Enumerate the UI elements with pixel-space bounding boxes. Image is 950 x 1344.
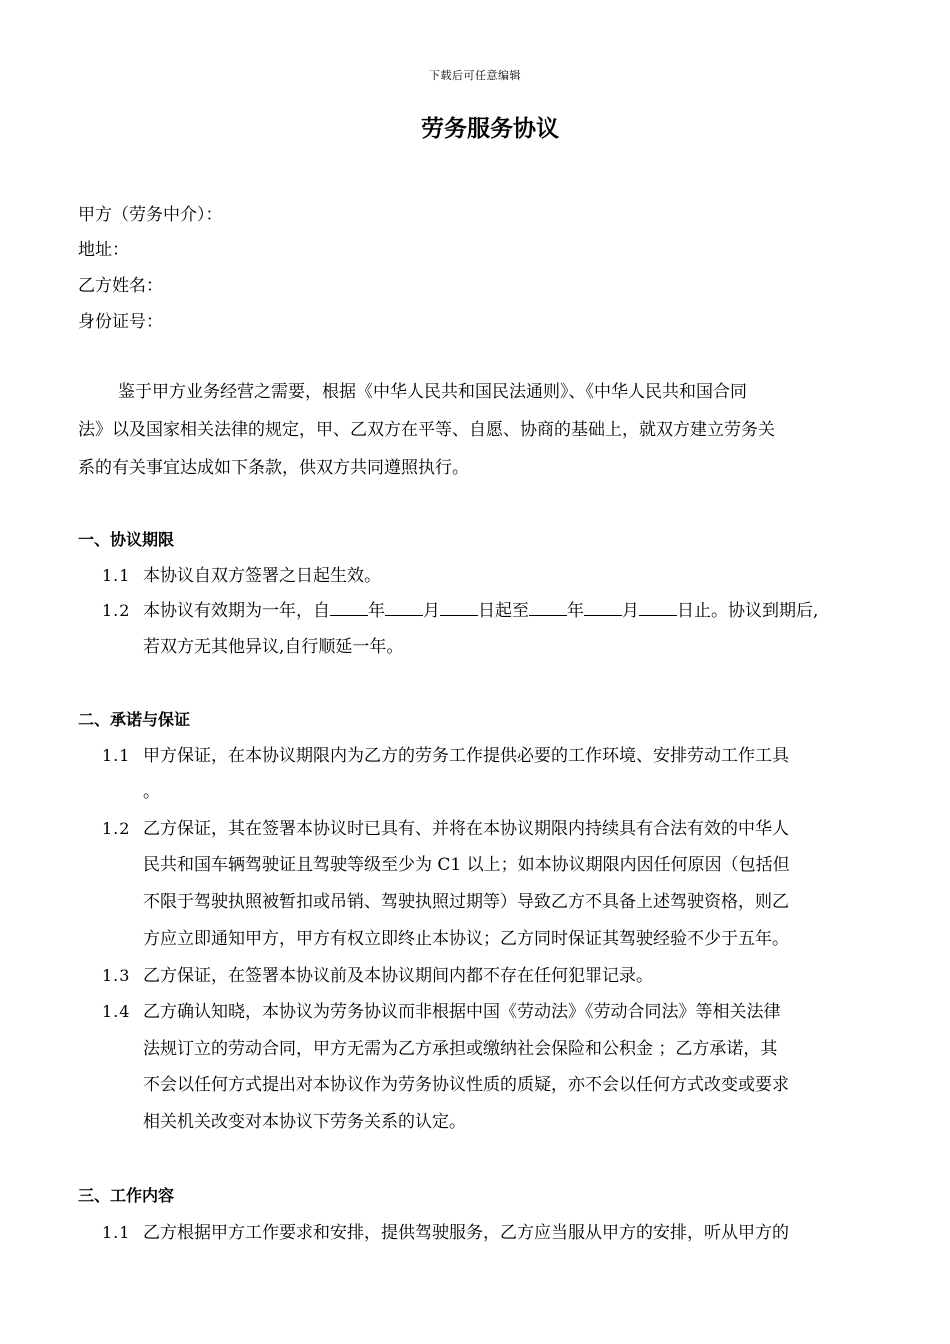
clause-text: 本协议自双方签署之日起生效。 <box>143 566 381 586</box>
clause-text: 法规订立的劳动合同，甲方无需为乙方承担或缴纳社会保险和公积金 ；乙方承诺，其 <box>143 1039 778 1059</box>
preamble-line-1: 鉴于甲方业务经营之需要，根据《中华人民共和国民法通则》、《中华人民共和国合同 <box>118 382 747 402</box>
clause-segment: 年 <box>368 601 385 621</box>
blank-year[interactable] <box>529 599 567 616</box>
blank-day[interactable] <box>440 599 478 616</box>
clause-segment: 日起至 <box>478 601 529 621</box>
clause-text: 不限于驾驶执照被暂扣或吊销、驾驶执照过期等）导致乙方不具备上述驾驶资格，则乙 <box>143 892 789 912</box>
clause-segment: 本协议有效期为一年，自 <box>143 601 330 621</box>
clause-segment: 日止。协议到期后, <box>677 601 819 621</box>
blank-month[interactable] <box>584 599 622 616</box>
blank-year[interactable] <box>330 599 368 616</box>
clause-number: 1.2 <box>102 819 131 838</box>
header-note: 下载后可任意编辑 <box>429 69 521 82</box>
section-1-heading: 一、协议期限 <box>78 530 175 549</box>
section-2-heading: 二、承诺与保证 <box>78 710 191 729</box>
clause-text: 相关机关改变对本协议下劳务关系的认定。 <box>143 1112 466 1132</box>
party-a-field: 甲方（劳务中介）： <box>78 205 223 225</box>
clause-number: 1.1 <box>102 566 131 585</box>
clause-text: 乙方确认知晓，本协议为劳务协议而非根据中国《劳动法》《劳动合同法》等相关法律 <box>143 1002 781 1022</box>
id-number-field: 身份证号： <box>78 312 163 332</box>
clause-segment: 月 <box>622 601 639 621</box>
party-b-name-field: 乙方姓名： <box>78 276 163 296</box>
clause-segment: 月 <box>423 601 440 621</box>
preamble-line-2: 法》以及国家相关法律的规定，甲、乙双方在平等、自愿、协商的基础上，就双方建立劳务关 <box>78 420 775 440</box>
clause-text: 若双方无其他异议,自行顺延一年。 <box>143 637 404 657</box>
clause-segment: 年 <box>567 601 584 621</box>
clause-text: 乙方保证，其在签署本协议时已具有、并将在本协议期限内持续具有合法有效的中华人 <box>143 819 789 839</box>
clause-text: 甲方保证，在本协议期限内为乙方的劳务工作提供必要的工作环境、安排劳动工作工具 <box>143 746 789 766</box>
clause-text: 方应立即通知甲方，甲方有权立即终止本协议；乙方同时保证其驾驶经验不少于五年。 <box>143 929 789 949</box>
clause-text: 民共和国车辆驾驶证且驾驶等级至少为 C1 以上；如本协议期限内因任何原因（包括但 <box>143 855 790 875</box>
clause-number: 1.1 <box>102 746 131 765</box>
clause-number: 1.3 <box>102 966 131 985</box>
preamble-line-3: 系的有关事宜达成如下条款，供双方共同遵照执行。 <box>78 458 469 478</box>
clause-text: 乙方根据甲方工作要求和安排，提供驾驶服务，乙方应当服从甲方的安排，听从甲方的 <box>143 1223 789 1243</box>
blank-day[interactable] <box>639 599 677 616</box>
address-field: 地址： <box>78 240 129 260</box>
clause-text-with-blanks <box>143 599 818 623</box>
section-3-heading: 三、工作内容 <box>78 1186 175 1205</box>
document-title: 劳务服务协议 <box>421 116 559 142</box>
clause-text: 不会以任何方式提出对本协议作为劳务协议性质的质疑，亦不会以任何方式改变或要求 <box>143 1075 789 1095</box>
clause-text: 乙方保证，在签署本协议前及本协议期间内都不存在任何犯罪记录。 <box>143 966 653 986</box>
blank-month[interactable] <box>385 599 423 616</box>
clause-number: 1.2 <box>102 601 131 620</box>
clause-number: 1.1 <box>102 1223 131 1242</box>
clause-text: 。 <box>143 782 160 802</box>
clause-number: 1.4 <box>102 1002 131 1021</box>
